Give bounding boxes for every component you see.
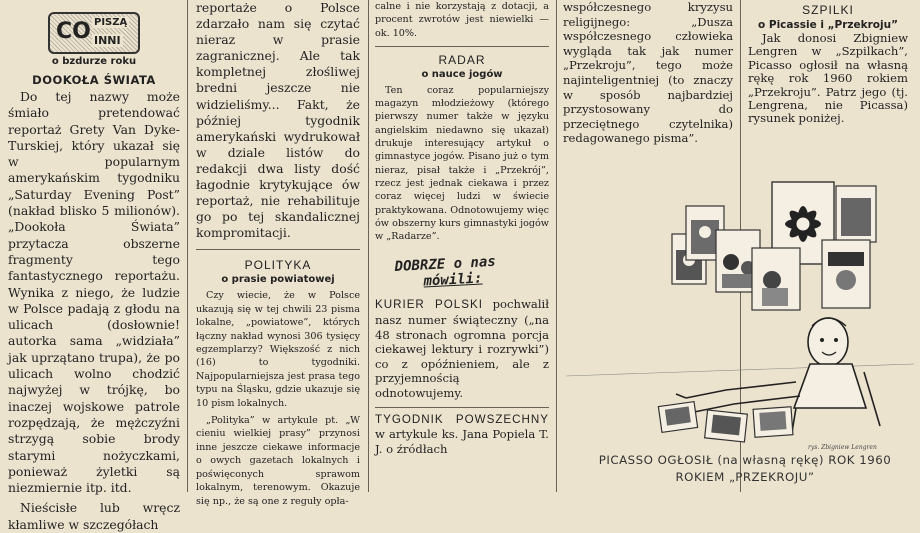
logo-co: CO [56, 19, 91, 44]
logo-inni: INNI [94, 34, 121, 47]
radar-subheadline: o nauce jogów [421, 68, 503, 80]
column-2 [196, 0, 360, 507]
column-rule [187, 0, 188, 492]
szpilki-headline: SZPILKI [802, 3, 854, 17]
cartoon-signature: rys. Zbigniew Lengren [808, 444, 877, 451]
article-paragraph: Czy wiecie, że w Polsce ukazują się w tej chwili 23 pisma lokalne, „powiatowe”, których łączny nakład wynosi 306 tysięcy egzemplarzy? Większość z nich (16) to tygodniki. Najpopularniejsza jest prasa tego typu na Śląsku, gdzie ukazuje się 10 pism lokalnych. [196, 290, 360, 409]
article-paragraph: Ten coraz popularniejszy magazyn młodzieżowy (którego pierwszy numer także w języku angielskim niedawno się ukazał) drukuje interesujący artykuł o gimnastyce jogów. Pisano już o tym nieraz, pisał także i „Przekrój”, rzecz jest jednak ciekawa i przez coraz więcej ludzi w świecie praktykowana. Odnotowujemy więc ów obszerny kurs gimnastyki jogów w „Radarze”. [375, 84, 549, 243]
tygodnik-text: w artykule ks. Jana Popiela T. J. o źródłach [375, 427, 549, 456]
logo-pisza: PISZĄ [94, 17, 128, 28]
cartoon-caption [586, 452, 904, 486]
article-paragraph: współczesnego kryzysu religijnego: „Dusza współczesnego człowieka wygląda tak jak numer „Przekroju”, tego może najinteligentniej (to znaczy w sposób najbardziej przystosowany do przeciętnego czytelnika) redagowanego pisma”. [563, 0, 733, 146]
article-paragraph: Jak donosi Zbigniew Lengren w „Szpilkach”, Picasso ogłosił na własną rękę rok 1960 rokiem „Przekroju”. Patrz jego (tj. Lengrena, nie Picassa) rysunek poniżej. [748, 31, 908, 126]
section-divider [375, 46, 549, 47]
tygodnik-note [375, 412, 549, 457]
co-pisza-inni-logo [48, 12, 140, 54]
column1-headline: DOOKOŁA ŚWIATA [32, 73, 156, 87]
column1-subheadline: o bzdurze roku [51, 56, 137, 67]
kurier-polski-text: pochwalił nasz numer świąteczny („na 48 stronach ogromna porcja ciekawej lektury i rozrywki”) co z opóźnieniem, ale z przyjemnością odnotowujemy. [375, 297, 549, 401]
kurier-polski-head: KURIER POLSKI [375, 298, 483, 312]
dobrze-line2: mówili: [423, 270, 483, 290]
article-paragraph: calne i nie korzystają z dotacji, a procent zwrotów jest niewielki — ok. 10%. [375, 1, 549, 39]
cartoon-wall [566, 364, 914, 376]
tygodnik-head: TYGODNIK POWSZECHNY [375, 412, 549, 426]
dobrze-o-nas-mowili-heading [394, 251, 549, 291]
section-divider [375, 407, 549, 408]
szpilki-subheadline: o Picassie i „Przekroju” [758, 19, 898, 31]
caption-line2: ROKIEM „PRZEKROJU” [675, 470, 815, 484]
polityka-section-title: POLITYKA [244, 258, 312, 273]
dobrze-line1: DOBRZE o nas [394, 254, 497, 276]
magazine-cover-5 [752, 248, 800, 310]
section-divider [196, 249, 360, 250]
article-paragraph: Do tej nazwy może śmiało pretendować reportaż Grety Van Dyke-Turskiej, który ukazał się w popularnym amerykańskim tygodniku „Saturday Evening Post” (nakład blisko 5 milionów). „Dookoła Świata” przytacza obszerne fragmenty tego fantastycznego reportażu. Wynika z niego, że ludzie w Polsce padają z głodu na ulicach (dosłownie! autorka sama „widziała” jak uprzątano trupa), że po ulicach wolno chodzić najwyżej w trójkę, bo inaczej wojskowe patrole rozpędzają, że mężczyźni strzygą sobie brody starymi nożyczkami, ponieważ żyletki są niezmiernie itp. itd. [8, 89, 180, 496]
column-rule [556, 0, 557, 492]
picasso-cartoon [566, 176, 914, 446]
floor-pictures [658, 402, 793, 442]
article-paragraph: reportaże o Polsce zdarzało nam się czytać nieraz w prasie zagranicznej. Ale tak kompletnej złośliwej bredni jeszcze nie widzieliśmy... Fakt, że później tygodnik amerykański wydrukował w dziale listów do redakcji dwa listy dość łagodnie krytykujące ów reportaż, nie rehabilituje go po tej skandalicznej kompromitacji. [196, 0, 360, 241]
column-1 [8, 0, 180, 532]
radar-section-title: RADAR [438, 52, 486, 67]
column-4 [563, 0, 733, 172]
article-paragraph: „Polityka” w artykule pt. „W cieniu wielkiej prasy” przynosi inne jeszcze ciekawe informacje o owych gazetach lokalnych i poświęconych sprawom lokalnym, terenowym. Okazuje się np., że są one z reguły opła- [196, 415, 360, 507]
column-3 [375, 0, 549, 492]
column-5 [748, 0, 908, 172]
polityka-subheadline: o prasie powiatowej [221, 274, 335, 286]
article-paragraph: Nieścisłe lub wręcz kłamliwe w szczegółach [8, 500, 180, 532]
column-rule [368, 0, 369, 492]
magazine-cover-4 [836, 186, 876, 242]
kurier-polski-note [375, 297, 549, 400]
magazine-cover-6 [822, 240, 870, 308]
caption-line1: PICASSO OGŁOSIŁ (na własną rękę) ROK 1960 [598, 453, 892, 467]
